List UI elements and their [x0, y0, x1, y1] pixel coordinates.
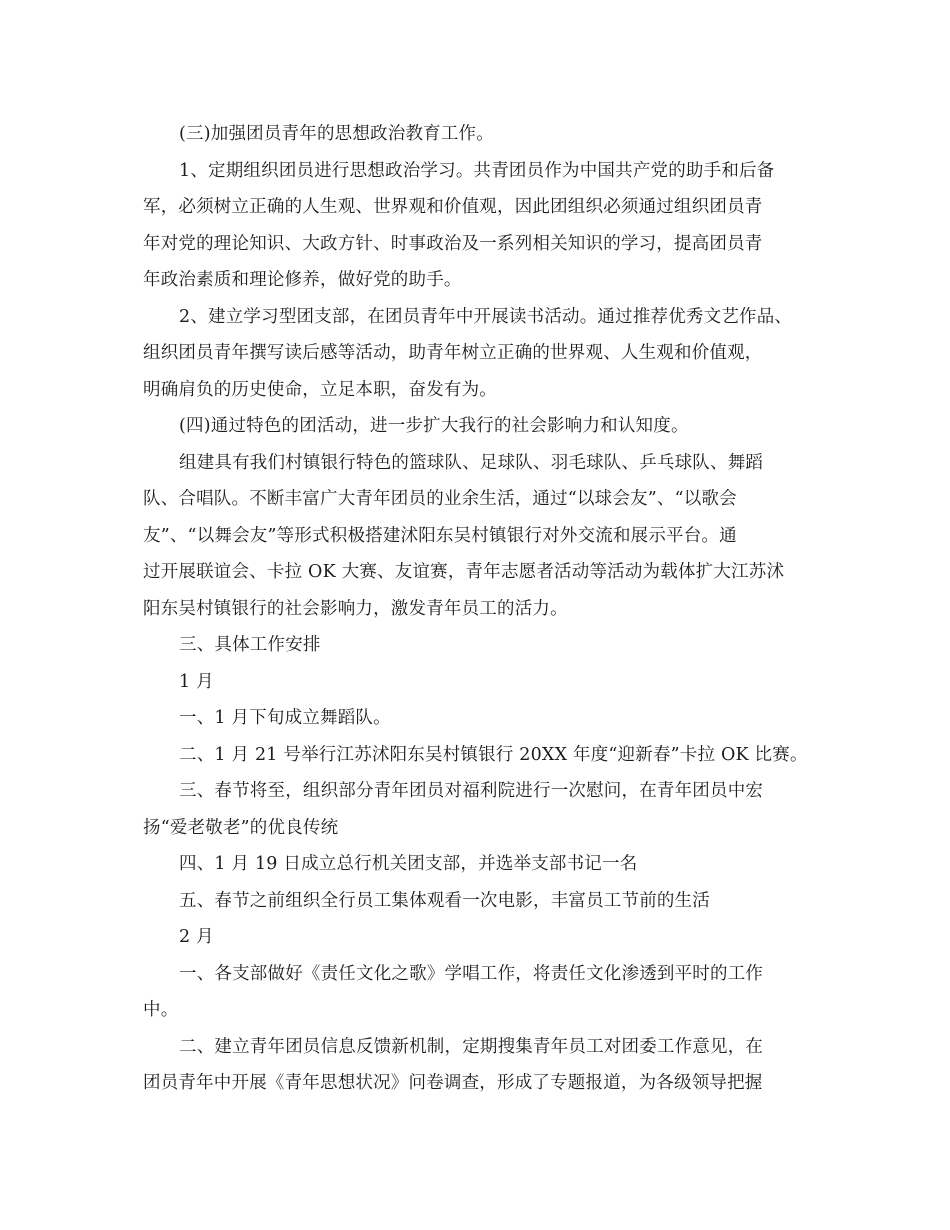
text-line: 二、1 月 21 号举行江苏沭阳东吴村镇银行 20XX 年度“迎新春”卡拉 OK 比赛。	[179, 744, 808, 765]
text-line: 阳东吴村镇银行的社会影响力，激发青年员工的活力。	[143, 598, 568, 619]
text-line: (三)加强团员青年的思想政治教育工作。	[179, 124, 494, 144]
list-item	[143, 700, 823, 737]
paragraph-teams	[143, 445, 823, 628]
text-line: 队、合唱队。不断丰富广大青年团员的业余生活，通过“以球会友”、“以歌会	[143, 489, 737, 509]
list-item	[143, 883, 823, 920]
month-heading-january	[143, 664, 823, 701]
paragraph-heading-4	[143, 408, 823, 445]
text-line: (四)通过特色的团活动，进一步扩大我行的社会影响力和认知度。	[179, 416, 689, 436]
text-line: 1 月	[179, 671, 214, 692]
text-line: 友”、“以舞会友”等形式积极搭建沭阳东吴村镇银行对外交流和展示平台。通	[143, 525, 737, 546]
text-line: 组建具有我们村镇银行特色的篮球队、足球队、羽毛球队、乒乓球队、舞蹈	[179, 452, 764, 473]
text-line: 2、建立学习型团支部，在团员青年中开展读书活动。通过推荐优秀文艺作品、	[179, 306, 793, 327]
list-item	[143, 773, 823, 846]
text-line: 四、1 月 19 日成立总行机关团支部，并选举支部书记一名	[179, 854, 638, 874]
text-line: 2 月	[179, 927, 214, 947]
document-body	[143, 116, 823, 1102]
month-heading-february	[143, 919, 823, 956]
text-line: 三、具体工作安排	[179, 635, 321, 655]
text-line: 年对党的理论知识、大政方针、时事政治及一系列相关知识的学习，提高团员青	[143, 233, 763, 254]
text-line: 过开展联谊会、卡拉 OK 大赛、友谊赛，青年志愿者活动等活动为载体扩大江苏沭	[143, 562, 785, 582]
paragraph-heading-3	[143, 116, 823, 153]
list-item	[143, 956, 823, 1029]
list-item	[143, 1029, 823, 1102]
text-line: 明确肩负的历史使命，立足本职，奋发有为。	[143, 379, 497, 400]
text-line: 二、建立青年团员信息反馈新机制，定期搜集青年员工对团委工作意见，在	[179, 1036, 764, 1057]
text-line: 五、春节之前组织全行员工集体观看一次电影，丰富员工节前的生活	[179, 890, 710, 911]
section-heading-schedule	[143, 627, 823, 664]
paragraph-study	[143, 153, 823, 299]
text-line: 中。	[143, 1000, 179, 1020]
text-line: 一、1 月下旬成立舞蹈队。	[179, 708, 391, 728]
list-item	[143, 737, 823, 774]
text-line: 1、定期组织团员进行思想政治学习。共青团员作为中国共产党的助手和后备	[179, 160, 775, 181]
text-line: 军，必须树立正确的人生观、世界观和价值观，因此团组织必须通过组织团员青	[143, 197, 763, 217]
text-line: 三、春节将至，组织部分青年团员对福利院进行一次慰问，在青年团员中宏	[179, 781, 764, 801]
text-line: 扬“爱老敬老”的优良传统	[143, 817, 339, 838]
text-line: 团员青年中开展《青年思想状况》问卷调查，形成了专题报道，为各级领导把握	[143, 1073, 763, 1093]
text-line: 一、各支部做好《责任文化之歌》学唱工作，将责任文化渗透到平时的工作	[179, 963, 764, 984]
text-line: 组织团员青年撰写读后感等活动，助青年树立正确的世界观、人生观和价值观，	[143, 343, 763, 363]
list-item	[143, 846, 823, 883]
paragraph-reading	[143, 299, 823, 409]
text-line: 年政治素质和理论修养，做好党的助手。	[143, 270, 462, 290]
